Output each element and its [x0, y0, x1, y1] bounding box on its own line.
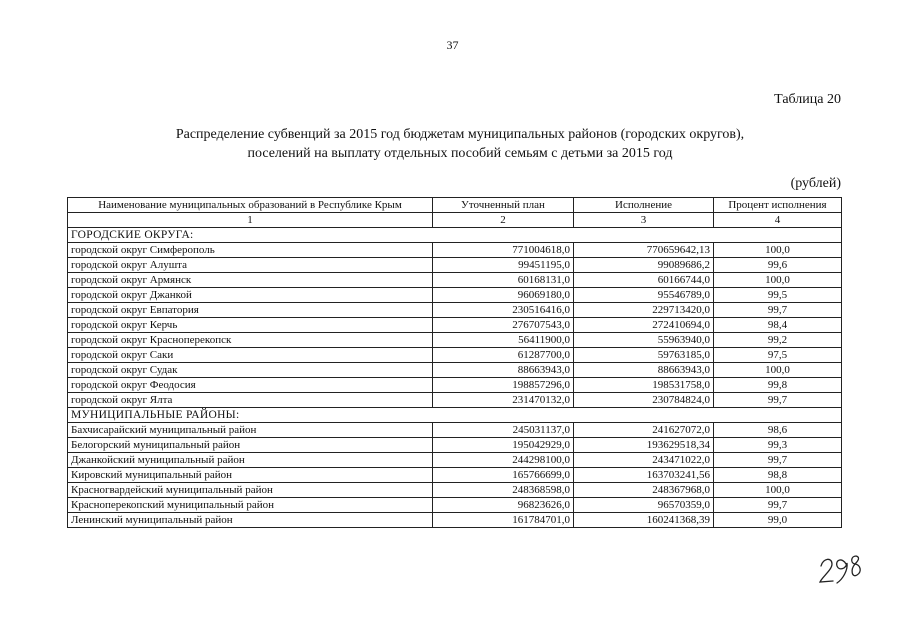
cell-name: Белогорский муниципальный район: [68, 438, 433, 453]
table-row: [68, 333, 842, 348]
header-index-4: 4: [714, 213, 842, 228]
header-index-row: [68, 213, 842, 228]
cell-pct: 99,6: [714, 258, 842, 273]
cell-exec: 198531758,0: [574, 378, 714, 393]
cell-plan: 61287700,0: [433, 348, 574, 363]
cell-exec: 55963940,0: [574, 333, 714, 348]
cell-exec: 163703241,56: [574, 468, 714, 483]
cell-plan: 230516416,0: [433, 303, 574, 318]
cell-name: городской округ Феодосия: [68, 378, 433, 393]
table-label: Таблица 20: [774, 92, 841, 107]
cell-name: Красногвардейский муниципальный район: [68, 483, 433, 498]
table-row: [68, 438, 842, 453]
table-row: [68, 243, 842, 258]
cell-name: городской округ Саки: [68, 348, 433, 363]
section-row: [68, 228, 842, 243]
cell-exec: 248367968,0: [574, 483, 714, 498]
cell-pct: 100,0: [714, 363, 842, 378]
cell-exec: 272410694,0: [574, 318, 714, 333]
table-row: [68, 303, 842, 318]
cell-exec: 160241368,39: [574, 513, 714, 528]
cell-name: городской округ Красноперекопск: [68, 333, 433, 348]
document-title: [110, 125, 810, 163]
table-row: [68, 273, 842, 288]
cell-name: городской округ Евпатория: [68, 303, 433, 318]
cell-name: Джанкойский муниципальный район: [68, 453, 433, 468]
section-title: МУНИЦИПАЛЬНЫЕ РАЙОНЫ:: [68, 408, 842, 423]
cell-plan: 99451195,0: [433, 258, 574, 273]
cell-name: городской округ Армянск: [68, 273, 433, 288]
cell-exec: 193629518,34: [574, 438, 714, 453]
section-title: ГОРОДСКИЕ ОКРУГА:: [68, 228, 842, 243]
header-percent: Процент исполнения: [714, 198, 842, 213]
table-row: [68, 513, 842, 528]
title-line-1: Распределение субвенций за 2015 год бюджетам муниципальных районов (городских округов),: [175, 127, 745, 142]
cell-name: городской округ Алушта: [68, 258, 433, 273]
cell-name: городской округ Керчь: [68, 318, 433, 333]
title-line-2: поселений на выплату отдельных пособий семьям с детьми за 2015 год: [247, 146, 673, 161]
header-index-2: 2: [433, 213, 574, 228]
table-row: [68, 483, 842, 498]
cell-plan: 96069180,0: [433, 288, 574, 303]
table-row: [68, 453, 842, 468]
cell-name: Красноперекопский муниципальный район: [68, 498, 433, 513]
cell-plan: 195042929,0: [433, 438, 574, 453]
cell-name: Бахчисарайский муниципальный район: [68, 423, 433, 438]
handwritten-page-number: [818, 552, 864, 588]
header-name: Наименование муниципальных образований в Республике Крым: [68, 198, 433, 213]
cell-plan: 88663943,0: [433, 363, 574, 378]
cell-exec: 59763185,0: [574, 348, 714, 363]
cell-name: Кировский муниципальный район: [68, 468, 433, 483]
header-index-3: 3: [574, 213, 714, 228]
cell-plan: 276707543,0: [433, 318, 574, 333]
table-row: [68, 423, 842, 438]
cell-plan: 231470132,0: [433, 393, 574, 408]
table-row: [68, 318, 842, 333]
cell-exec: 99089686,2: [574, 258, 714, 273]
units-label: (рублей): [790, 176, 841, 191]
page-number: 37: [446, 38, 459, 52]
header-execution: Исполнение: [574, 198, 714, 213]
cell-plan: 165766699,0: [433, 468, 574, 483]
cell-exec: 88663943,0: [574, 363, 714, 378]
cell-pct: 100,0: [714, 273, 842, 288]
cell-plan: 96823626,0: [433, 498, 574, 513]
cell-pct: 99,7: [714, 303, 842, 318]
cell-plan: 198857296,0: [433, 378, 574, 393]
subvention-table: [67, 197, 842, 528]
cell-pct: 99,5: [714, 288, 842, 303]
cell-name: городской округ Симферополь: [68, 243, 433, 258]
table-row: [68, 258, 842, 273]
cell-name: городской округ Джанкой: [68, 288, 433, 303]
cell-pct: 98,6: [714, 423, 842, 438]
section-row: [68, 408, 842, 423]
cell-plan: 248368598,0: [433, 483, 574, 498]
header-row: [68, 198, 842, 213]
cell-plan: 60168131,0: [433, 273, 574, 288]
header-index-1: 1: [68, 213, 433, 228]
cell-pct: 99,7: [714, 498, 842, 513]
cell-exec: 95546789,0: [574, 288, 714, 303]
cell-exec: 230784824,0: [574, 393, 714, 408]
table-row: [68, 468, 842, 483]
cell-plan: 244298100,0: [433, 453, 574, 468]
cell-pct: 99,7: [714, 393, 842, 408]
cell-pct: 99,0: [714, 513, 842, 528]
header-plan: Уточненный план: [433, 198, 574, 213]
cell-name: городской округ Ялта: [68, 393, 433, 408]
cell-plan: 245031137,0: [433, 423, 574, 438]
table-row: [68, 498, 842, 513]
cell-plan: 771004618,0: [433, 243, 574, 258]
cell-plan: 56411900,0: [433, 333, 574, 348]
table-row: [68, 288, 842, 303]
cell-exec: 243471022,0: [574, 453, 714, 468]
cell-pct: 99,7: [714, 453, 842, 468]
cell-exec: 229713420,0: [574, 303, 714, 318]
table-row: [68, 378, 842, 393]
cell-exec: 770659642,13: [574, 243, 714, 258]
cell-plan: 161784701,0: [433, 513, 574, 528]
table-row: [68, 393, 842, 408]
cell-pct: 100,0: [714, 483, 842, 498]
table-body: [68, 228, 842, 528]
table-row: [68, 348, 842, 363]
cell-pct: 98,4: [714, 318, 842, 333]
table-row: [68, 363, 842, 378]
cell-pct: 99,3: [714, 438, 842, 453]
cell-name: городской округ Судак: [68, 363, 433, 378]
cell-name: Ленинский муниципальный район: [68, 513, 433, 528]
cell-pct: 99,8: [714, 378, 842, 393]
cell-exec: 96570359,0: [574, 498, 714, 513]
cell-exec: 60166744,0: [574, 273, 714, 288]
cell-pct: 98,8: [714, 468, 842, 483]
cell-exec: 241627072,0: [574, 423, 714, 438]
cell-pct: 97,5: [714, 348, 842, 363]
cell-pct: 100,0: [714, 243, 842, 258]
cell-pct: 99,2: [714, 333, 842, 348]
